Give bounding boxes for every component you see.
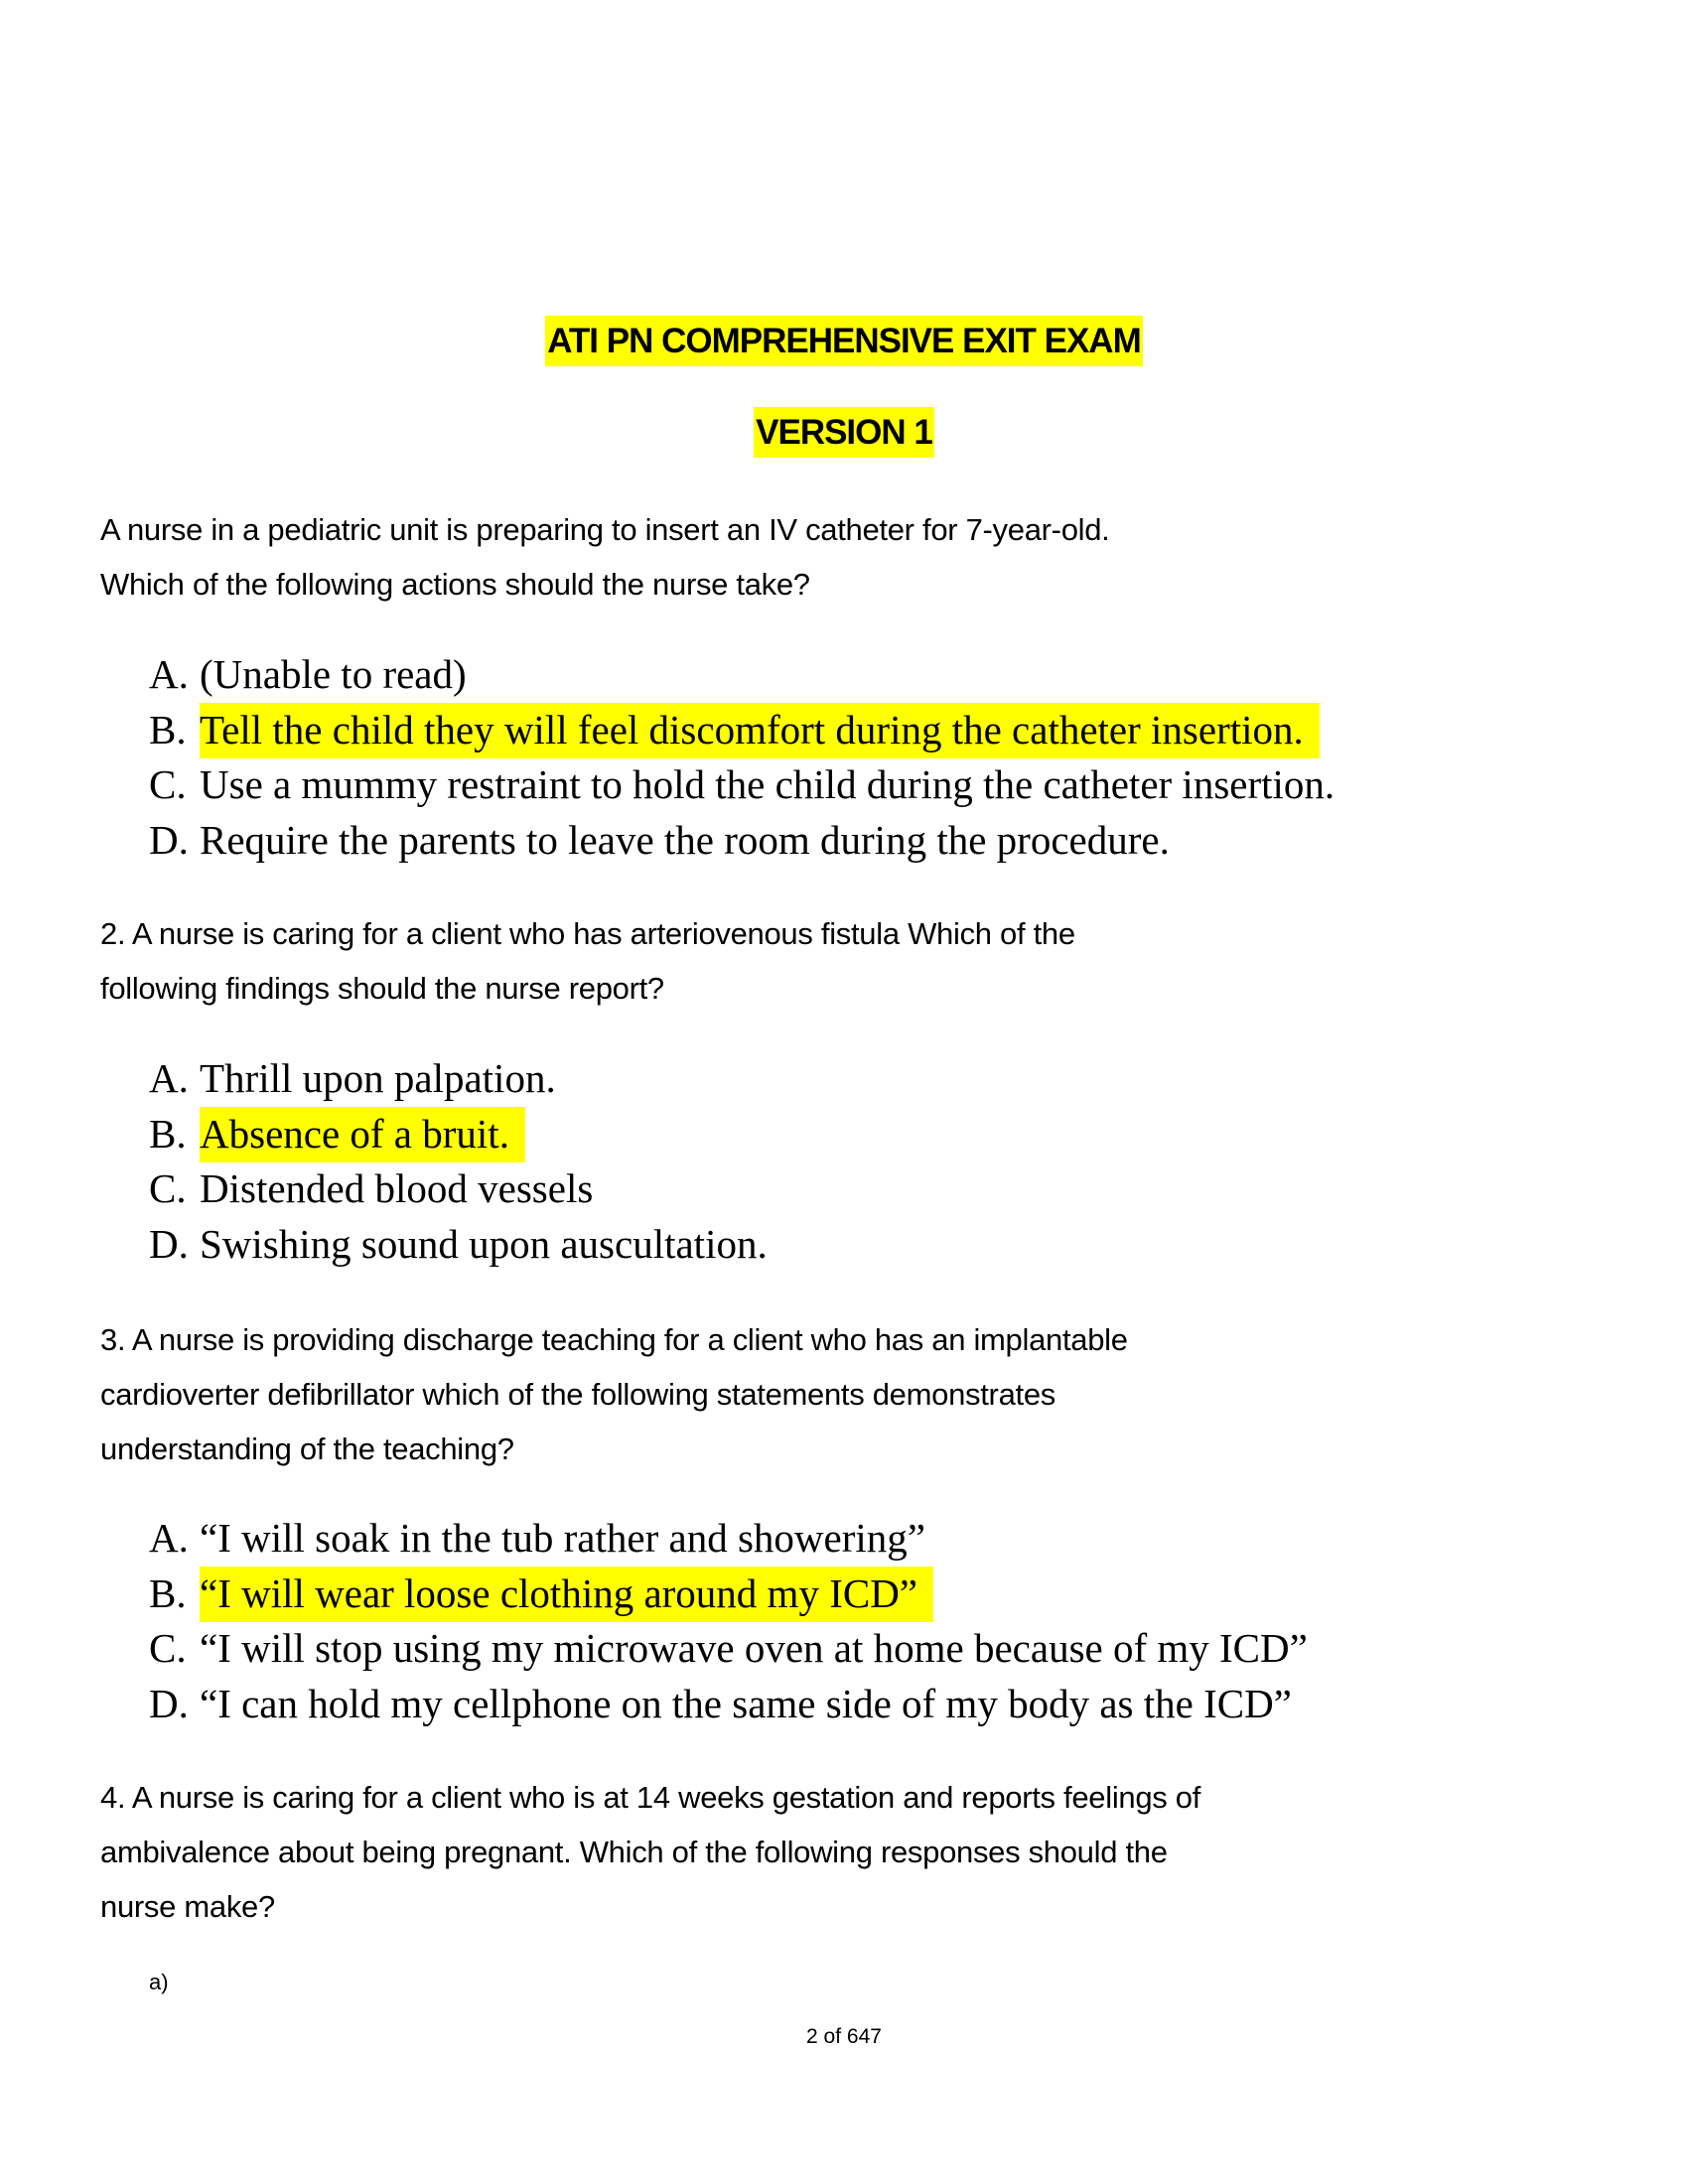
- option-b-highlighted: B. “I will wear loose clothing around my ICD”: [149, 1567, 1324, 1622]
- option-a: A. Thrill upon palpation.: [149, 1055, 556, 1101]
- question-4-sub-item: a): [149, 1970, 169, 1994]
- document-version: VERSION 1: [0, 413, 1688, 453]
- question-3-stem: 3. A nurse is providing discharge teaching for a client who has an implantable cardioverter defibrillator which of the following statements demonstrates understanding of the teaching?: [100, 1322, 1128, 1466]
- option-b-highlighted: B. Absence of a bruit.: [149, 1107, 783, 1162]
- option-a: A. (Unable to read): [149, 651, 467, 697]
- document-title: ATI PN COMPREHENSIVE EXIT EXAM: [0, 322, 1688, 361]
- option-d: D. “I can hold my cellphone on the same side of my body as the ICD”: [149, 1680, 1292, 1726]
- question-2-stem: 2. A nurse is caring for a client who has arteriovenous fistula Which of the following findings should the nurse report?: [100, 916, 1075, 1006]
- question-1-stem: A nurse in a pediatric unit is preparing to insert an IV catheter for 7-year-old. Which of the following actions should the nurse take?: [100, 512, 1110, 602]
- option-d: D. Swishing sound upon auscultation.: [149, 1220, 768, 1267]
- question-4-stem: 4. A nurse is caring for a client who is at 14 weeks gestation and reports feelings of ambivalence about being pregnant. Which of the following responses should the nurse make?: [100, 1780, 1201, 1924]
- question-2-options: [149, 1051, 783, 1272]
- question-3-options: [149, 1511, 1324, 1731]
- option-c: C. “I will stop using my microwave oven at home because of my ICD”: [149, 1625, 1308, 1671]
- option-a: A. “I will soak in the tub rather and showering”: [149, 1515, 925, 1561]
- option-c: C. Use a mummy restraint to hold the child during the catheter insertion.: [149, 761, 1336, 807]
- question-1-options: [149, 647, 1350, 868]
- option-c: C. Distended blood vessels: [149, 1165, 594, 1211]
- option-b-highlighted: B. Tell the child they will feel discomfort during the catheter insertion.: [149, 703, 1350, 758]
- option-d: D. Require the parents to leave the room during the procedure.: [149, 816, 1170, 863]
- page-indicator: 2 of 647: [806, 2025, 882, 2048]
